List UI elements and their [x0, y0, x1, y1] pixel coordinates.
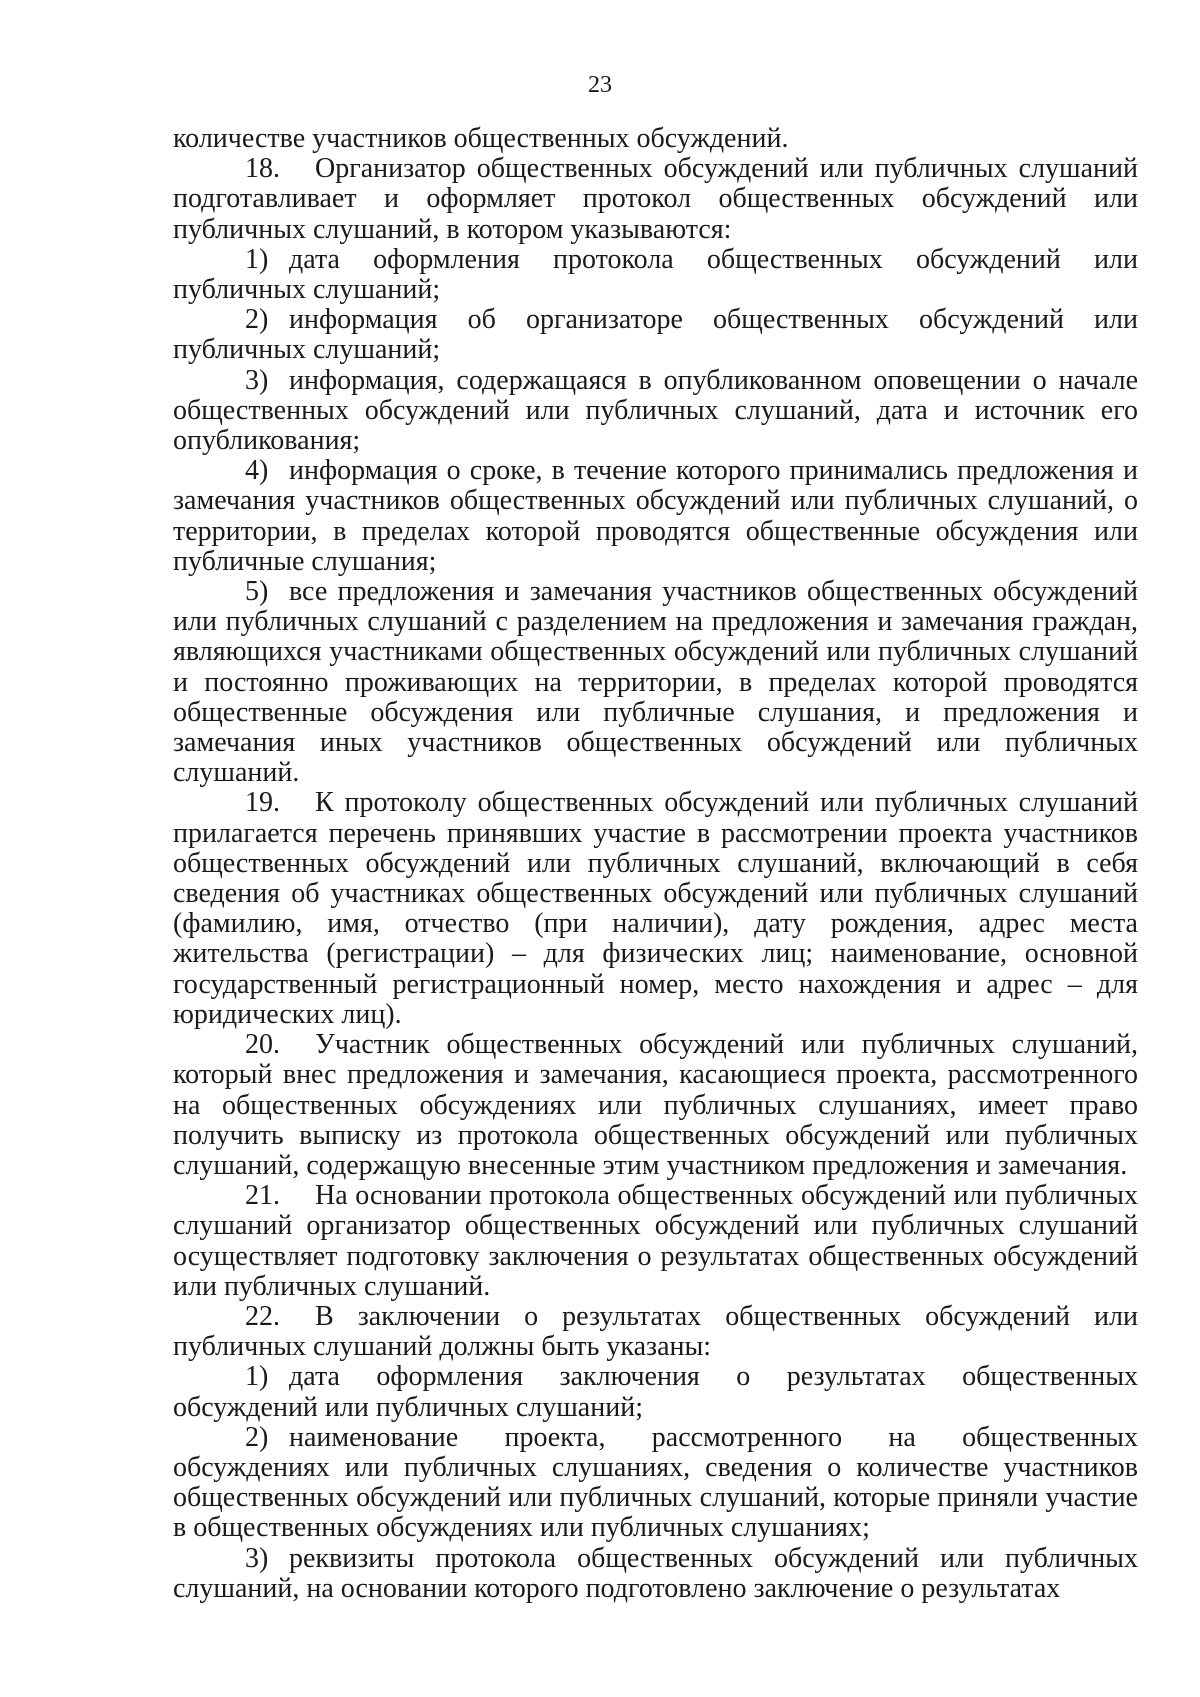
paragraph-text: количестве участников общественных обсуждений. [173, 123, 789, 154]
paragraph-18 [173, 154, 1138, 245]
list-item-text: реквизиты протокола общественных обсуждений или публичных слушаний, на основании которого подготовлено заключение о результатах [173, 1542, 1138, 1604]
list-item-number: 3) [245, 364, 269, 396]
paragraph-number: 18. [245, 153, 280, 185]
document-body [173, 124, 1138, 1604]
paragraph-22 [173, 1302, 1138, 1362]
list-item-number: 3) [245, 1542, 269, 1574]
list-item-text: дата оформления протокола общественных обсуждений или публичных слушаний; [173, 243, 1138, 306]
list-item-2 [173, 1423, 1138, 1544]
list-item-2 [173, 305, 1138, 365]
list-item-text: все предложения и замечания участников общественных обсуждений или публичных слушаний с разделением на предложения и замечания граждан, являющихся участниками общественных обсуждений или публичных слушаний и постоянно проживающих на территории, в пределах которой проводятся общественные обсуждения или публичные слушания, и предложения и замечания иных участников общественных обсуждений или публичных слушаний. [173, 576, 1138, 789]
list-item-3 [173, 1544, 1138, 1604]
paragraph-text: В заключении о результатах общественных обсуждений или публичных слушаний должны быть указаны: [173, 1300, 1138, 1363]
paragraph-text: На основании протокола общественных обсуждений или публичных слушаний организатор общественных обсуждений или публичных слушаний осуществляет подготовку заключения о результатах общественных обсуждений или публичных слушаний. [173, 1180, 1138, 1302]
page-number: 23 [588, 72, 612, 98]
list-item-number: 1) [245, 1361, 269, 1393]
list-item-4 [173, 456, 1138, 577]
list-item-number: 5) [245, 576, 269, 608]
list-item-1 [173, 1362, 1138, 1422]
list-item-text: дата оформления заключения о результатах общественных обсуждений или публичных слушаний; [173, 1361, 1138, 1423]
paragraph-text: К протоколу общественных обсуждений или публичных слушаний прилагается перечень принявших участие в рассмотрении проекта участников общественных обсуждений или публичных слушаний, включающий в себя сведения об участниках общественных обсуждений или публичных слушаний (фамилию, имя, отчество (при наличии), дату рождения, адрес места жительства (регистрации) – для физических лиц; наименование, основной государственный регистрационный номер, место нахождения и адрес – для юридических лиц). [173, 787, 1138, 1030]
paragraph-number: 22. [245, 1300, 280, 1332]
list-item-number: 2) [245, 304, 269, 336]
list-item-text: наименование проекта, рассмотренного на общественных обсуждениях или публичных слушаниях, сведения о количестве участников общественных обсуждений или публичных слушаний, которые приняли участие в общественных обсуждениях или публичных слушаниях; [173, 1421, 1138, 1544]
list-item-number: 1) [245, 243, 269, 275]
list-item-5 [173, 577, 1138, 788]
list-item-text: информация, содержащаяся в опубликованном оповещении о начале общественных обсуждений или публичных слушаний, дата и источник его опубликования; [173, 364, 1138, 457]
paragraph-19 [173, 788, 1138, 1030]
paragraph-20 [173, 1030, 1138, 1181]
list-item-number: 2) [245, 1421, 269, 1453]
paragraph-text: Организатор общественных обсуждений или публичных слушаний подготавливает и оформляет протокол общественных обсуждений или публичных слушаний, в котором указываются: [173, 153, 1138, 245]
paragraph-number: 21. [245, 1180, 280, 1212]
list-item-3 [173, 366, 1138, 457]
list-item-text: информация об организаторе общественных обсуждений или публичных слушаний; [173, 304, 1138, 366]
paragraph-text: Участник общественных обсуждений или публичных слушаний, который внес предложения и замечания, касающиеся проекта, рассмотренного на общественных обсуждениях или публичных слушаниях, имеет право получить выписку из протокола общественных обсуждений или публичных слушаний, содержащую внесенные этим участником предложения и замечания. [173, 1029, 1138, 1181]
paragraph-continuation [173, 124, 1138, 154]
list-item-number: 4) [245, 455, 269, 487]
paragraph-number: 20. [245, 1029, 280, 1061]
paragraph-21 [173, 1181, 1138, 1302]
list-item-text: информация о сроке, в течение которого принимались предложения и замечания участников общественных обсуждений или публичных слушаний, о территории, в пределах которой проводятся общественные обсуждения или публичные слушания; [173, 455, 1138, 577]
paragraph-number: 19. [245, 787, 280, 819]
list-item-1 [173, 245, 1138, 305]
